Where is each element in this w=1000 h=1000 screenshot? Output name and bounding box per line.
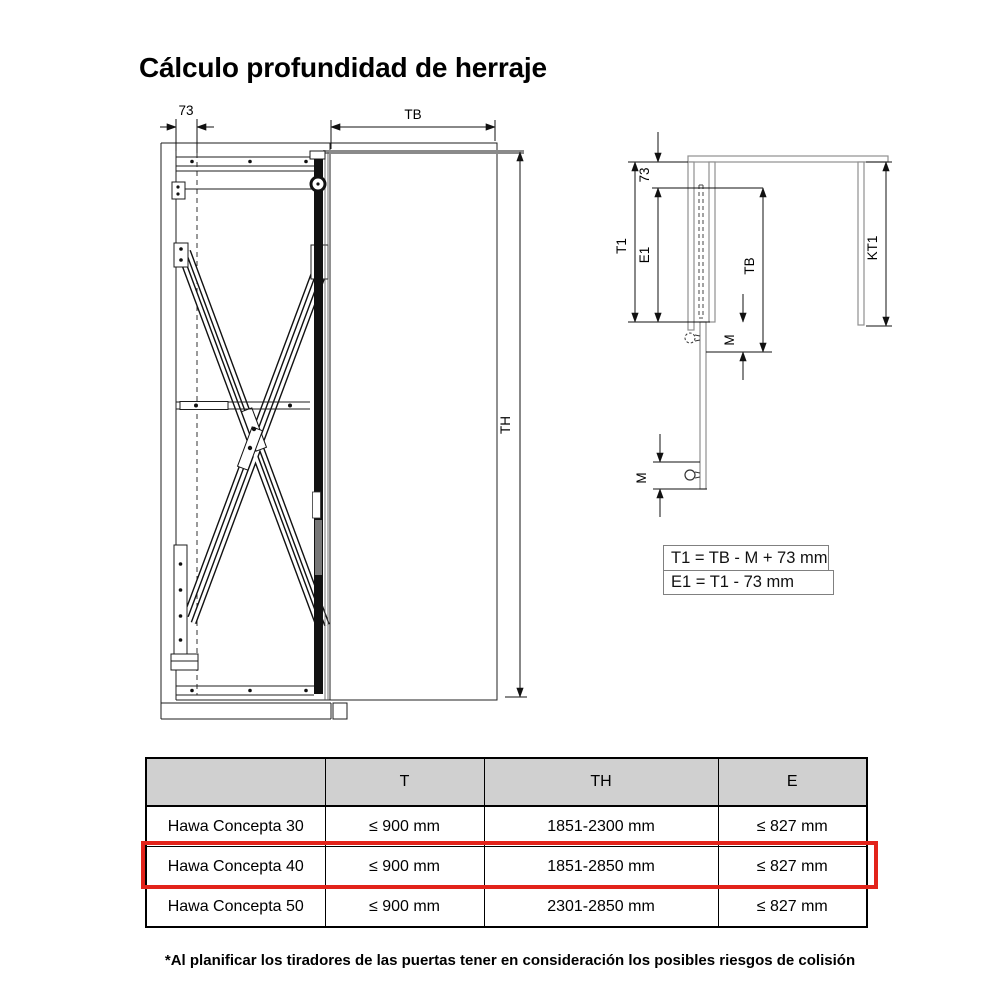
cell-model: Hawa Concepta 30 [146,806,325,847]
dim-label-m-front: M [722,334,737,346]
top-view-diagram [600,125,1000,605]
table-header-row [146,758,867,806]
formula-t1: T1 = TB - M + 73 mm [663,545,829,571]
handle-ghost-icon [685,333,695,343]
footnote: *Al planificar los tiradores de las puertas tener en consideración los posibles riesgos de colisión [164,952,856,969]
table-row [146,887,867,928]
cell-t: ≤ 900 mm [325,887,484,928]
dim-label-tb: TB [742,257,757,275]
cell-t: ≤ 900 mm [325,806,484,847]
front-view-diagram [130,95,570,735]
cell-t: ≤ 900 mm [325,847,484,887]
header-e: E [718,758,867,806]
dim-label-kt1: KT1 [865,235,880,261]
header-model [146,758,325,806]
formula-e1: E1 = T1 - 73 mm [663,570,834,595]
header-t: T [325,758,484,806]
door-panel [323,143,524,700]
dim-label-m-handle: M [634,472,649,484]
dim-label-e1: E1 [637,246,652,264]
dim-label-th: TH [498,416,513,434]
dim-label-73: 73 [178,103,194,118]
cell-th: 1851-2300 mm [484,806,718,847]
table-row-highlighted [146,847,867,887]
cell-e: ≤ 827 mm [718,887,867,928]
handle-icon [685,470,695,480]
dimensions-table-wrap [145,757,868,928]
cabinet-walls-top-view [688,156,888,330]
dim-label-tb: TB [404,107,422,122]
door-open-position [685,322,706,489]
door-in-pocket-dashed [699,185,703,318]
cell-th: 2301-2850 mm [484,887,718,928]
dim-label-73: 73 [637,167,652,183]
cell-model: Hawa Concepta 50 [146,887,325,928]
table-row [146,806,867,847]
cell-e: ≤ 827 mm [718,806,867,847]
dim-label-t1: T1 [614,238,629,254]
top-view-dimensions [628,132,892,517]
dimensions-table [145,757,868,928]
cell-th: 1851-2850 mm [484,847,718,887]
scissor-mechanism [181,251,327,630]
cell-e: ≤ 827 mm [718,847,867,887]
page-title: Cálculo profundidad de herraje [139,52,547,83]
header-th: TH [484,758,718,806]
cell-model: Hawa Concepta 40 [146,847,325,887]
